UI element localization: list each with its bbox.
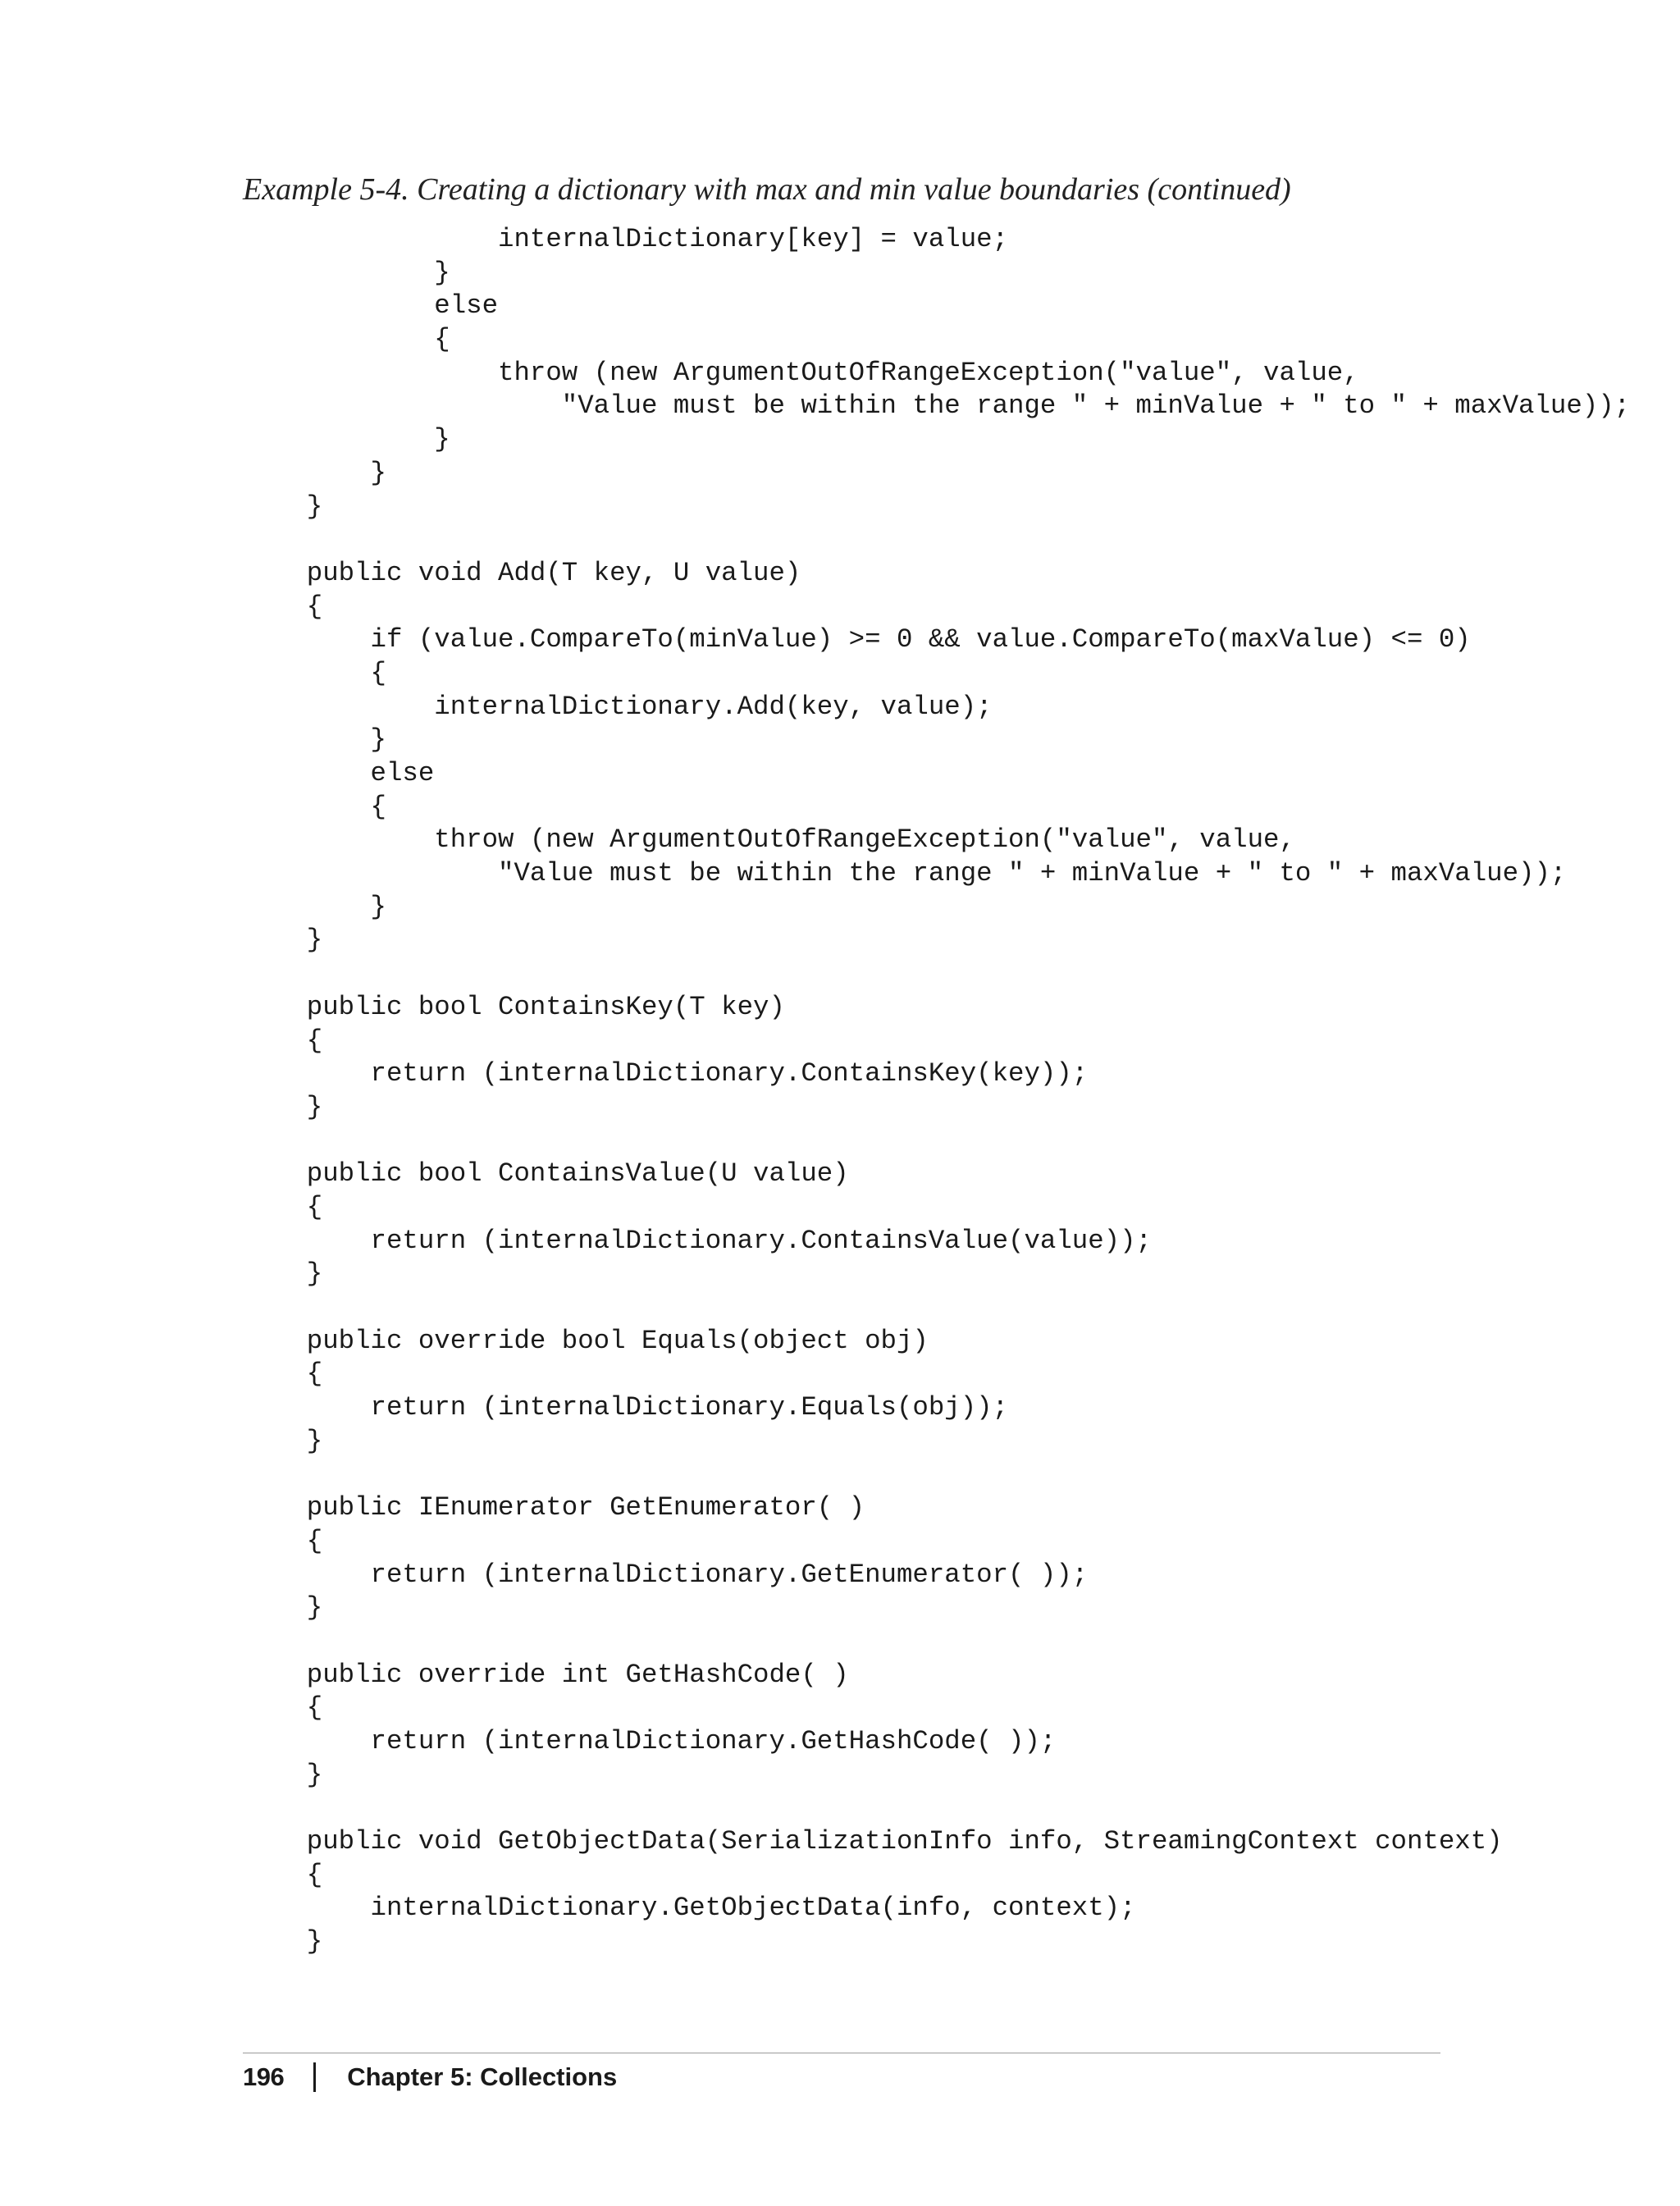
code-line: return (internalDictionary.Equals(obj)); <box>243 1392 1009 1423</box>
code-line: { <box>243 1692 323 1724</box>
code-line <box>243 1291 1630 1325</box>
code-line: } <box>243 257 450 288</box>
code-line: return (internalDictionary.GetEnumerator( )); <box>243 1559 1089 1590</box>
code-line: internalDictionary.GetObjectData(info, context); <box>243 1893 1136 1924</box>
code-line: return (internalDictionary.ContainsValue(value)); <box>243 1225 1152 1256</box>
code-line: internalDictionary.Add(key, value); <box>243 691 993 722</box>
code-line <box>243 957 1630 991</box>
code-line: public override bool Equals(object obj) <box>243 1325 929 1356</box>
code-line: } <box>243 424 450 455</box>
code-line: else <box>243 290 499 322</box>
code-line: public void Add(T key, U value) <box>243 557 801 588</box>
page-footer <box>243 2057 617 2098</box>
code-line: } <box>243 925 323 956</box>
code-line: } <box>243 1926 323 1957</box>
footer-separator <box>313 2062 316 2092</box>
code-line: { <box>243 657 386 688</box>
code-line: throw (new ArgumentOutOfRangeException("value", value, <box>243 357 1359 388</box>
code-line: { <box>243 1025 323 1056</box>
code-line <box>243 1792 1630 1825</box>
code-line: { <box>243 591 323 622</box>
page-number: 196 <box>243 2062 285 2091</box>
code-line: public bool ContainsValue(U value) <box>243 1158 849 1190</box>
code-line: } <box>243 1258 323 1290</box>
code-line: { <box>243 1191 323 1222</box>
code-line: public bool ContainsKey(T key) <box>243 991 785 1022</box>
code-line: throw (new ArgumentOutOfRangeException("value", value, <box>243 824 1295 856</box>
code-line: } <box>243 891 386 922</box>
code-line: } <box>243 457 386 488</box>
code-line: public void GetObjectData(SerializationInfo info, StreamingContext context) <box>243 1826 1503 1857</box>
code-line: } <box>243 1091 323 1122</box>
example-caption: Example 5-4. Creating a dictionary with max and min value boundaries (continued) <box>243 172 1291 207</box>
code-line: "Value must be within the range " + minValue + " to " + maxValue)); <box>243 858 1567 889</box>
code-listing <box>243 223 1630 1959</box>
code-line: { <box>243 324 450 355</box>
code-line: if (value.CompareTo(minValue) >= 0 && value.CompareTo(maxValue) <= 0) <box>243 624 1471 655</box>
code-line: public override int GetHashCode( ) <box>243 1659 849 1690</box>
code-line: { <box>243 1359 323 1390</box>
code-line <box>243 1458 1630 1491</box>
code-line: internalDictionary[key] = value; <box>243 224 1009 254</box>
code-line <box>243 1125 1630 1158</box>
code-line: } <box>243 1425 323 1456</box>
code-line: else <box>243 758 435 788</box>
code-line <box>243 523 1630 557</box>
code-line: } <box>243 1759 323 1790</box>
code-line <box>243 1625 1630 1659</box>
code-line: "Value must be within the range " + minValue + " to " + maxValue)); <box>243 391 1631 422</box>
code-line: { <box>243 1859 323 1890</box>
chapter-title: Chapter 5: Collections <box>347 2062 618 2091</box>
code-line: public IEnumerator GetEnumerator( ) <box>243 1492 865 1523</box>
code-line: return (internalDictionary.GetHashCode( )); <box>243 1725 1057 1756</box>
code-line: { <box>243 1525 323 1556</box>
code-line: { <box>243 791 386 822</box>
code-line: } <box>243 724 386 756</box>
code-line: } <box>243 1592 323 1624</box>
code-line: } <box>243 491 323 522</box>
code-line: return (internalDictionary.ContainsKey(key)); <box>243 1058 1089 1089</box>
